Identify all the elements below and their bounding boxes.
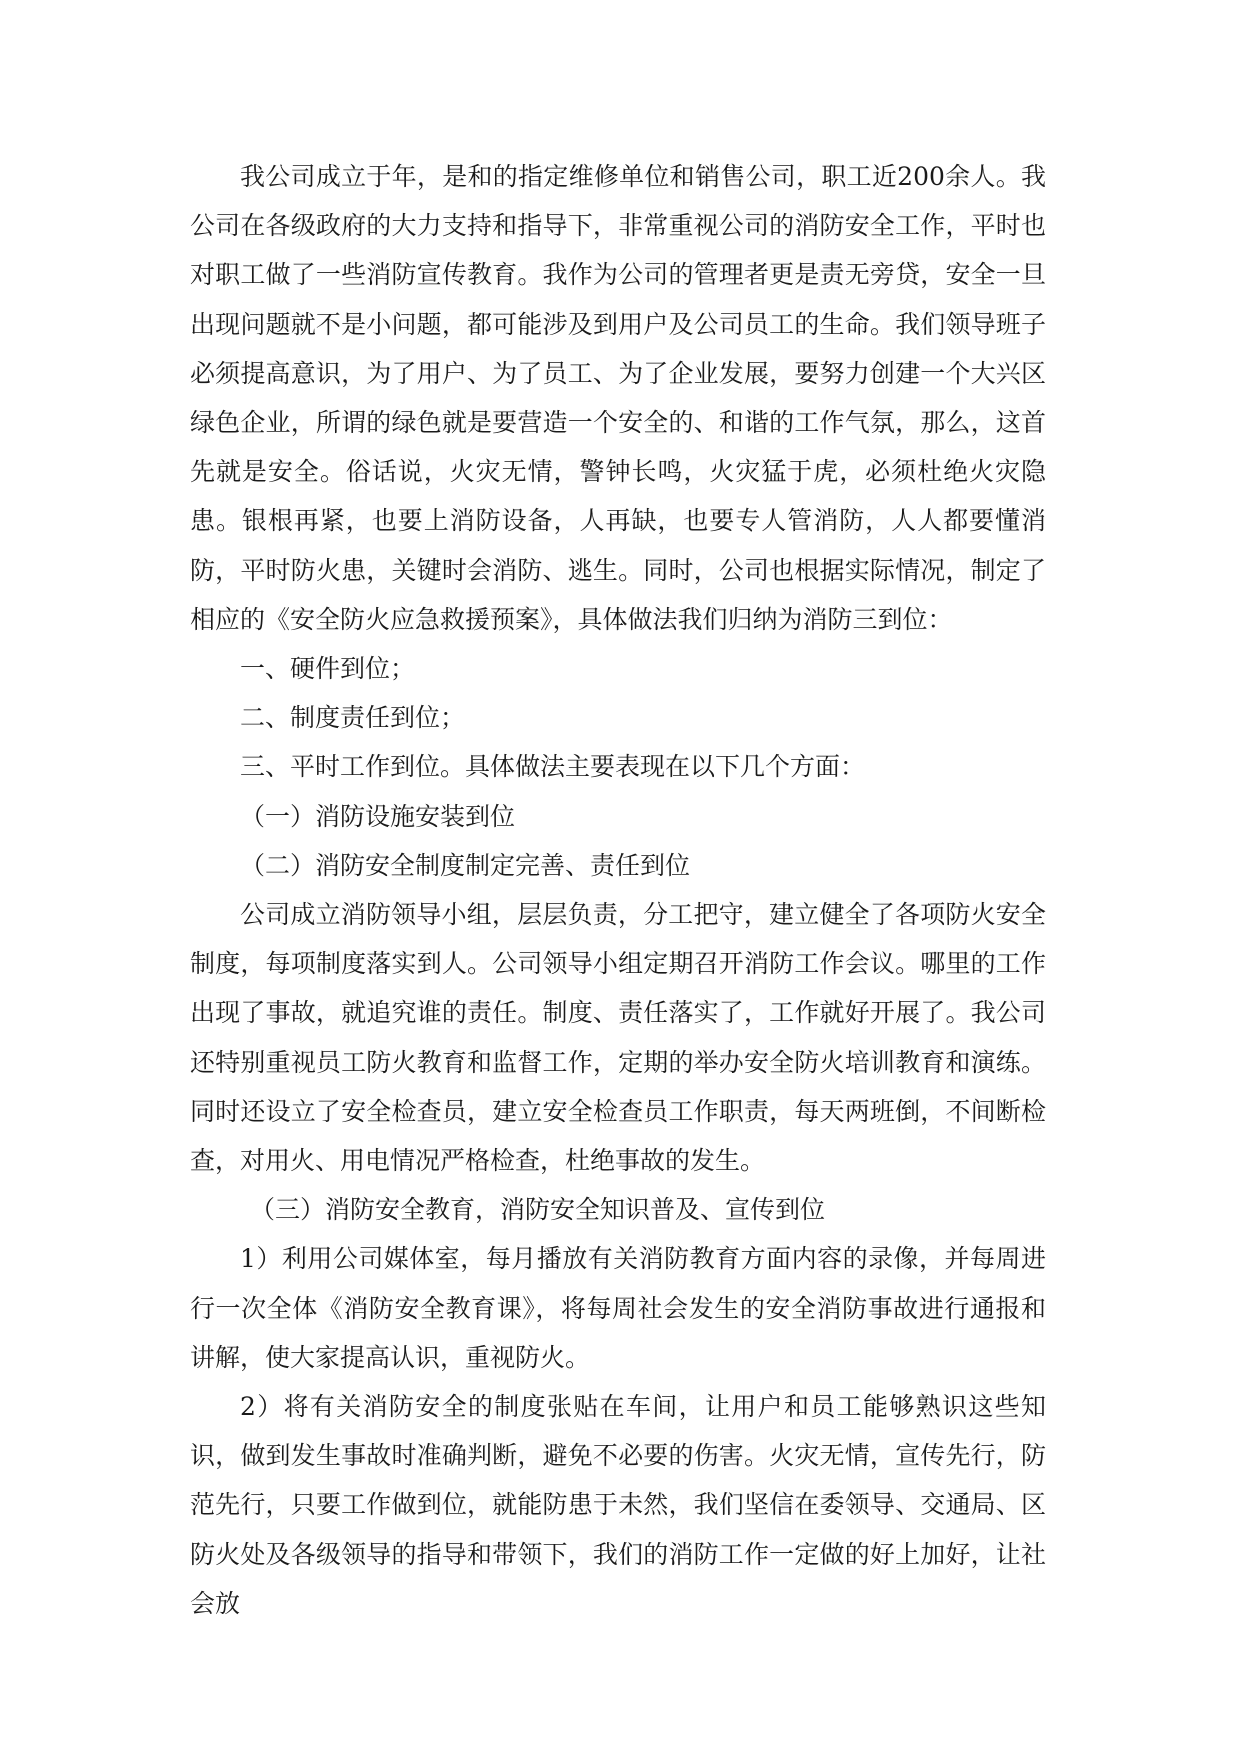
paragraph-posting-rules: 2）将有关消防安全的制度张贴在车间，让用户和员工能够熟识这些知识，做到发生事故时准确判断，避免不必要的伤害。火灾无情，宣传先行，防范先行，只要工作做到位，就能防患于未然，我们坚信在委领导、交通局、区防火处及各级领导的指导和带领下，我们的消防工作一定做的好上加好，让社会放 <box>190 1392 1046 1618</box>
subheading-education: （三）消防安全教育，消防安全知识普及、宣传到位 <box>250 1195 826 1225</box>
document-body <box>190 152 1046 1628</box>
paragraph-intro: 我公司成立于年，是和的指定维修单位和销售公司，职工近200余人。我公司在各级政府的大力支持和指导下，非常重视公司的消防安全工作，平时也对职工做了一些消防宣传教育。我作为公司的管理者更是责无旁贷，安全一旦出现问题就不是小问题，都可能涉及到用户及公司员工的生命。我们领导班子必须提高意识，为了用户、为了员工、为了企业发展，要努力创建一个大兴区绿色企业，所谓的绿色就是要营造一个安全的、和谐的工作气氛，那么，这首先就是安全。俗话说，火灾无情，警钟长鸣，火灾猛于虎，必须杜绝火灾隐患。银根再紧，也要上消防设备，人再缺，也要专人管消防，人人都要懂消防，平时防火患，关键时会消防、逃生。同时，公司也根据实际情况，制定了相应的《安全防火应急救援预案》，具体做法我们归纳为消防三到位： <box>190 162 1046 634</box>
paragraph-leadership: 公司成立消防领导小组，层层负责，分工把守，建立健全了各项防火安全制度，每项制度落实到人。公司领导小组定期召开消防工作会议。哪里的工作出现了事故，就追究谁的责任。制度、责任落实了，工作就好开展了。我公司还特别重视员工防火教育和监督工作，定期的举办安全防火培训教育和演练。同时还设立了安全检查员，建立安全检查员工作职责，每天两班倒，不间断检查，对用火、用电情况严格检查，杜绝事故的发生。 <box>190 900 1046 1176</box>
paragraph-media-room: 1）利用公司媒体室，每月播放有关消防教育方面内容的录像，并每周进行一次全体《消防安全教育课》，将每周社会发生的安全消防事故进行通报和讲解，使大家提高认识，重视防火。 <box>190 1244 1046 1372</box>
list-item-routine: 三、平时工作到位。具体做法主要表现在以下几个方面： <box>240 752 866 782</box>
subheading-facilities: （一）消防设施安装到位 <box>240 801 516 831</box>
list-item-system: 二、制度责任到位； <box>240 703 466 733</box>
subheading-rules: （二）消防安全制度制定完善、责任到位 <box>240 850 691 880</box>
list-item-hardware: 一、硬件到位； <box>240 654 416 684</box>
